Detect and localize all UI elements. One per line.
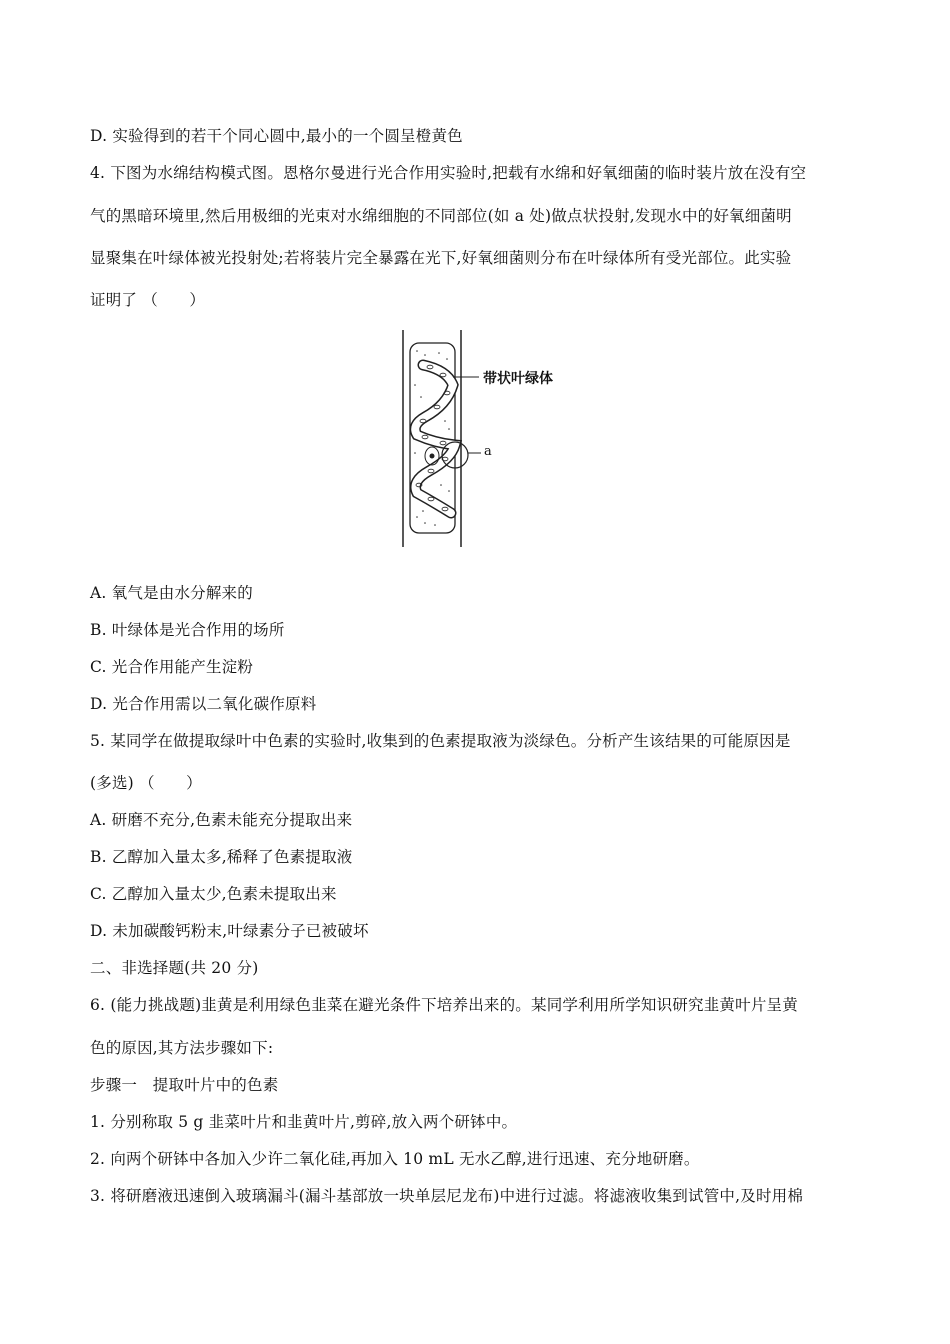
q4-option-a: A. 氧气是由水分解来的 xyxy=(90,584,253,602)
spirogyra-cell-illustration xyxy=(395,325,585,550)
q4-option-b: B. 叶绿体是光合作用的场所 xyxy=(90,621,285,639)
q5-option-b: B. 乙醇加入量太多,稀释了色素提取液 xyxy=(90,848,353,866)
q3-option-d: D. 实验得到的若干个同心圆中,最小的一个圆呈橙黄色 xyxy=(90,127,463,145)
q4-stem-line-4: 证明了 （ ） xyxy=(90,291,206,309)
q6-stem-line-1: 6. (能力挑战题)韭黄是利用绿色韭菜在避光条件下培养出来的。某同学利用所学知识研究韭黄叶片呈黄 xyxy=(90,996,798,1014)
q4-option-d: D. 光合作用需以二氧化碳作原料 xyxy=(90,695,317,713)
q6-stem-line-2: 色的原因,其方法步骤如下: xyxy=(90,1039,274,1057)
q4-stem-line-1: 4. 下图为水绵结构模式图。恩格尔曼进行光合作用实验时,把载有水绵和好氧细菌的临时装片放在没有空 xyxy=(90,164,807,182)
q5-stem-line-2: (多选) （ ） xyxy=(90,774,202,792)
q5-option-d: D. 未加碳酸钙粉末,叶绿素分子已被破坏 xyxy=(90,922,369,940)
q4-stem-line-3: 显聚集在叶绿体被光投射处;若将装片完全暴露在光下,好氧细菌则分布在叶绿体所有受光部位。此实验 xyxy=(90,249,792,267)
q5-option-a: A. 研磨不充分,色素未能充分提取出来 xyxy=(90,811,353,829)
q5-stem-line-1: 5. 某同学在做提取绿叶中色素的实验时,收集到的色素提取液为淡绿色。分析产生该结果的可能原因是 xyxy=(90,732,791,750)
chloroplast-label: 带状叶绿体 xyxy=(483,371,553,387)
q4-stem-line-2: 气的黑暗环境里,然后用极细的光束对水绵细胞的不同部位(如 a 处)做点状投射,发现水中的好氧细菌明 xyxy=(90,207,792,225)
q6-step-1: 1. 分别称取 5 g 韭菜叶片和韭黄叶片,剪碎,放入两个研钵中。 xyxy=(90,1113,518,1131)
q6-step-heading: 步骤一 提取叶片中的色素 xyxy=(90,1076,279,1094)
spirogyra-diagram xyxy=(395,325,585,550)
q5-option-c: C. 乙醇加入量太少,色素未提取出来 xyxy=(90,885,337,903)
q6-step-3: 3. 将研磨液迅速倒入玻璃漏斗(漏斗基部放一块单层尼龙布)中进行过滤。将滤液收集到试管中,及时用棉 xyxy=(90,1187,804,1205)
point-a-label: a xyxy=(484,444,492,459)
q6-step-2: 2. 向两个研钵中各加入少许二氧化硅,再加入 10 mL 无水乙醇,进行迅速、充分地研磨。 xyxy=(90,1150,700,1168)
section-heading: 二、非选择题(共 20 分) xyxy=(90,959,259,977)
q4-option-c: C. 光合作用能产生淀粉 xyxy=(90,658,254,676)
